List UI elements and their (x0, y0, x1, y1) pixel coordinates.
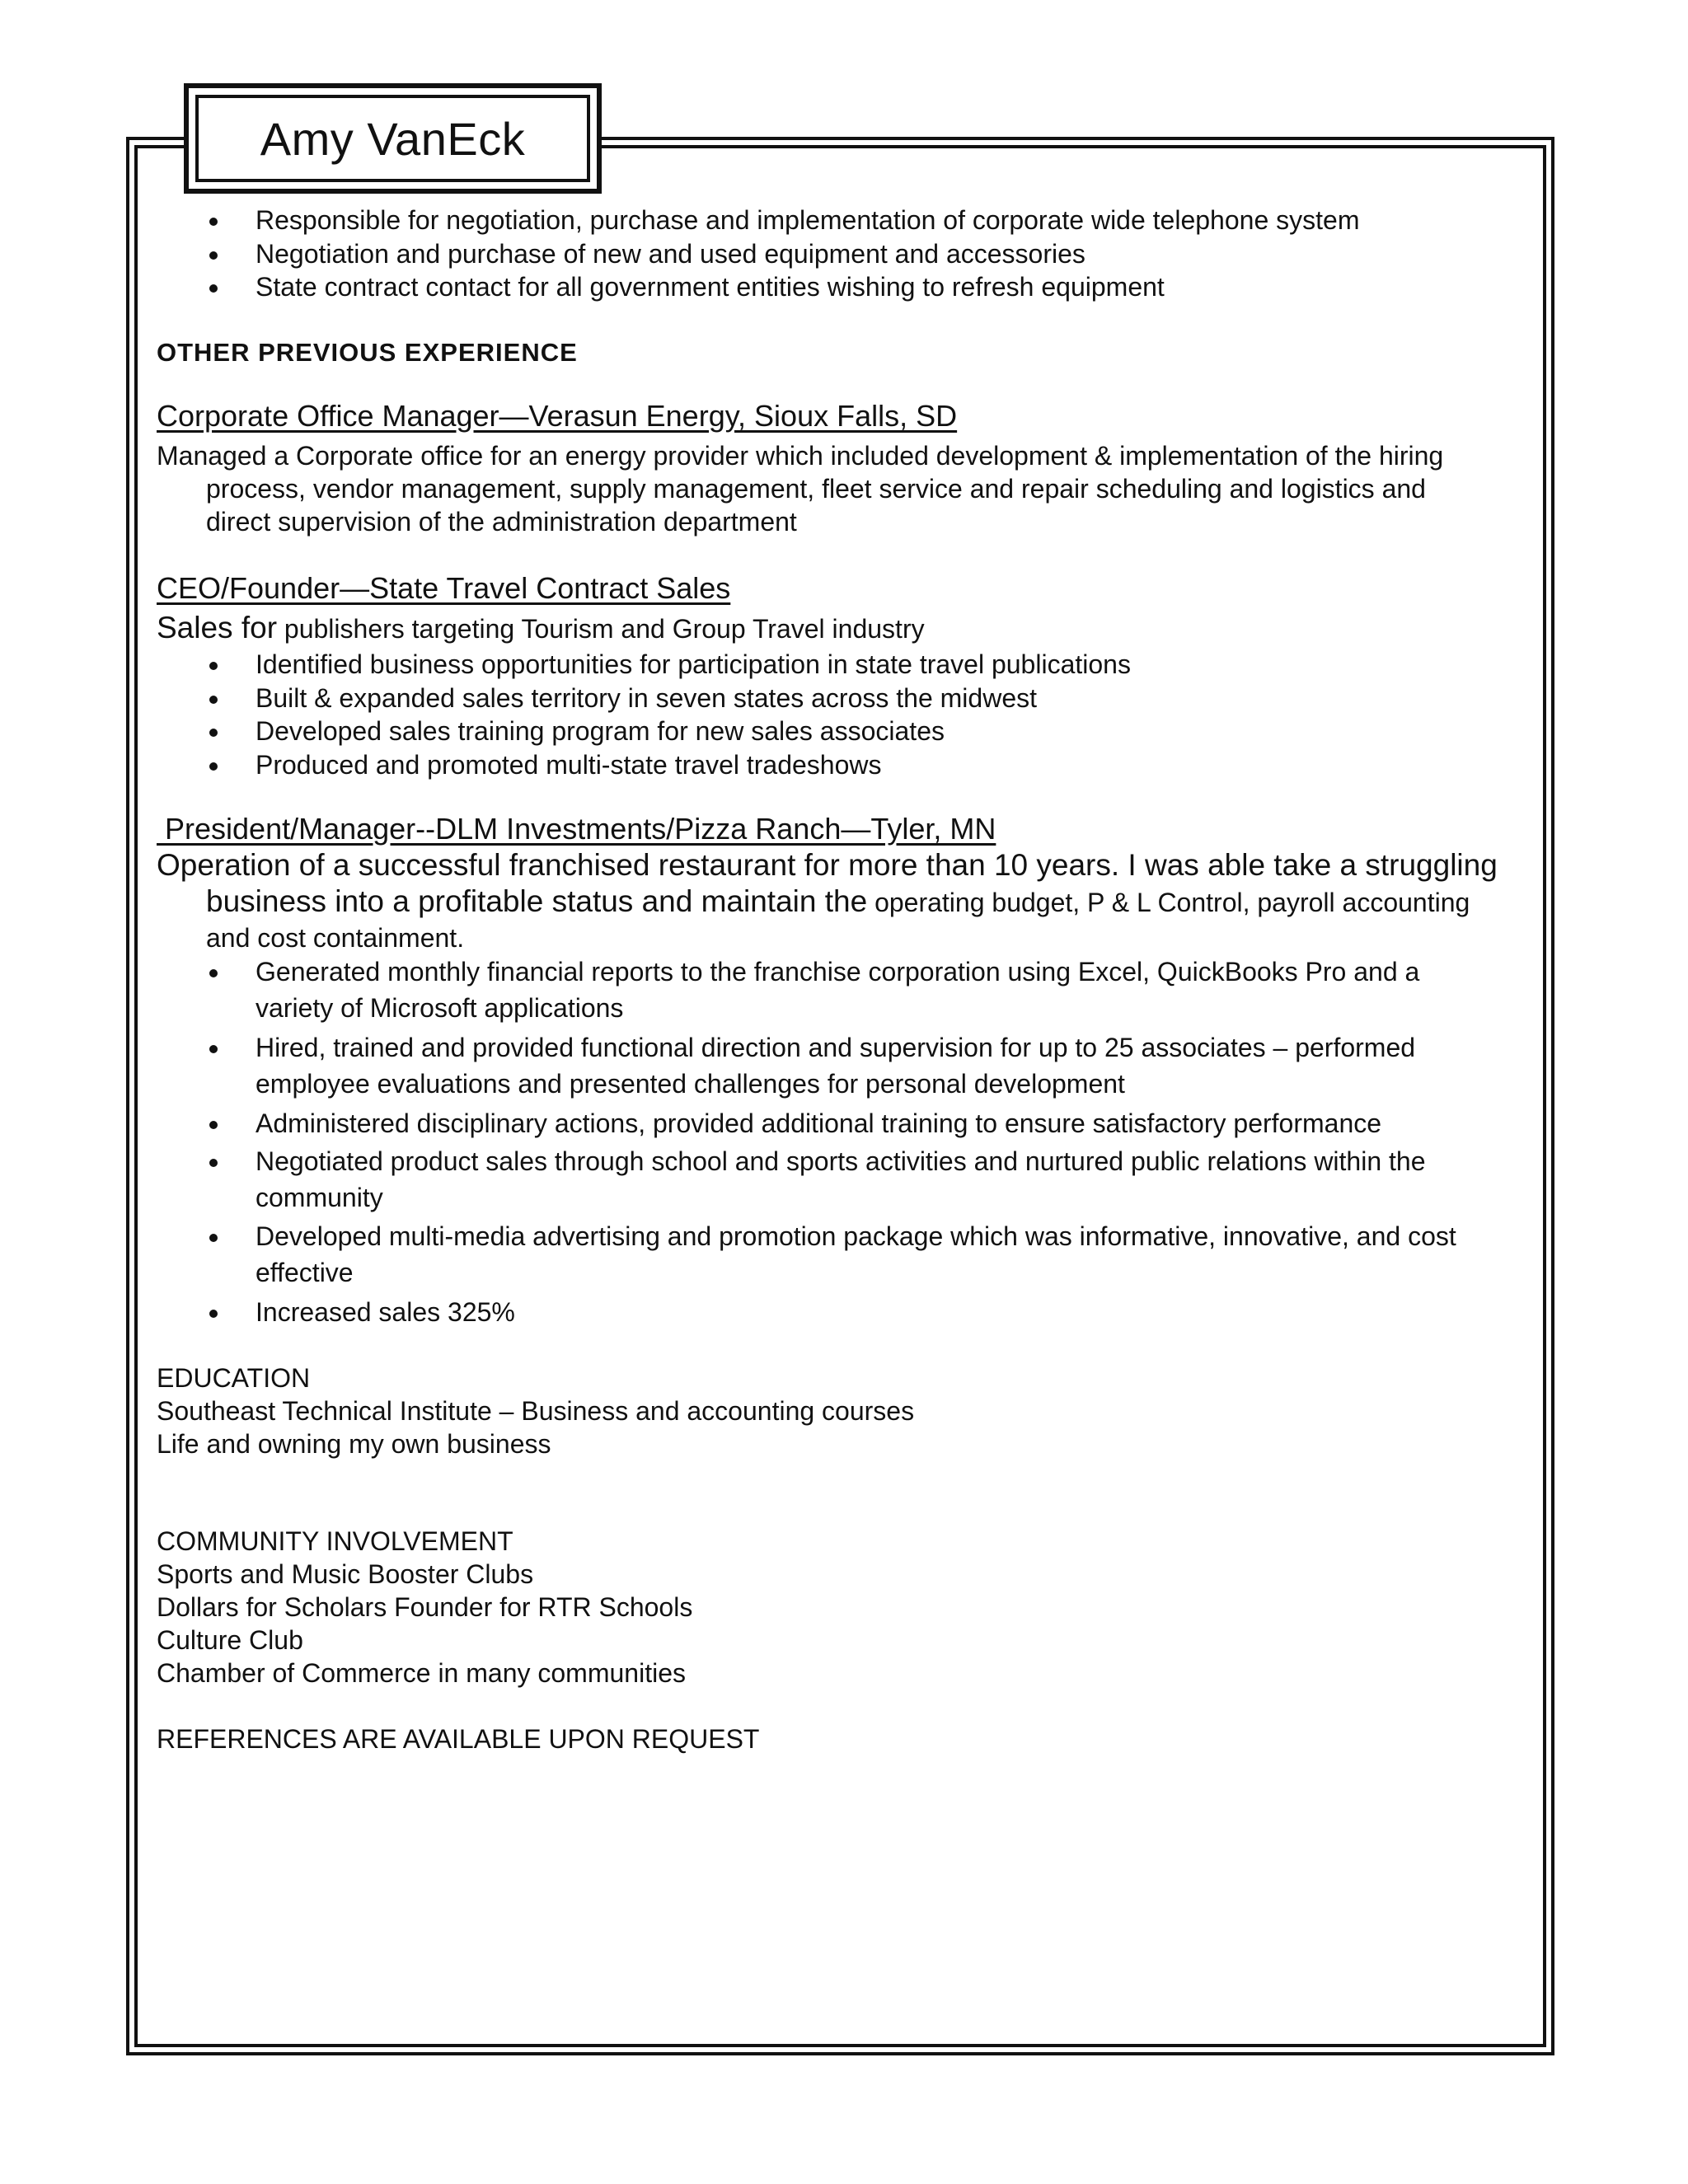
job3-title: President/Manager--DLM Investments/Pizza Ranch—Tyler, MN (157, 812, 996, 846)
education-line: Life and owning my own business (157, 1429, 551, 1459)
job2-bullet: Identified business opportunities for participation in state travel publications (256, 649, 1131, 679)
job2-intro-lead: Sales for (157, 611, 278, 644)
bullet-dot (209, 1159, 218, 1167)
job1-title: Corporate Office Manager—Verasun Energy, Sioux Falls, SD (157, 399, 958, 433)
job1-desc-line: direct supervision of the administration department (206, 507, 797, 537)
bullet-dot (209, 1234, 218, 1242)
job1-desc-line: Managed a Corporate office for an energy provider which included development & implementation of the hiring (157, 441, 1444, 471)
bullet-dot (209, 969, 218, 977)
bullet-dot (209, 1310, 218, 1318)
job3-bullet: Negotiated product sales through school and sports activities and nurtured public relations within the (256, 1146, 1426, 1176)
references-note: REFERENCES ARE AVAILABLE UPON REQUEST (157, 1724, 760, 1754)
job3-bullet-cont: effective (256, 1258, 354, 1287)
job3-desc-lead: business into a profitable status and maintain the (206, 884, 868, 918)
job2-bullet: Built & expanded sales territory in seven states across the midwest (256, 683, 1037, 713)
job3-bullet: Developed multi-media advertising and promotion package which was informative, innovative, and cost (256, 1221, 1456, 1251)
other-experience-heading: OTHER PREVIOUS EXPERIENCE (157, 338, 578, 367)
candidate-name: Amy VanEck (260, 112, 526, 165)
job2-intro-rest: publishers targeting Tourism and Group Travel industry (277, 614, 925, 644)
name-box (195, 95, 590, 182)
job1-desc-line: process, vendor management, supply management, fleet service and repair scheduling and logistics and (206, 474, 1426, 504)
bullet-dot (209, 218, 218, 226)
bullet-dot (209, 729, 218, 737)
top-bullet: Negotiation and purchase of new and used equipment and accessories (256, 239, 1085, 269)
bullet-dot (209, 762, 218, 771)
job3-desc-line: Operation of a successful franchised restaurant for more than 10 years. I was able take a struggling (157, 848, 1498, 882)
bullet-dot (209, 251, 218, 260)
bullet-dot (209, 696, 218, 704)
job3-bullet: Increased sales 325% (256, 1297, 515, 1327)
community-line: Culture Club (157, 1625, 303, 1655)
bullet-dot (209, 284, 218, 293)
community-line: Dollars for Scholars Founder for RTR Schools (157, 1592, 693, 1622)
job2-bullet: Produced and promoted multi-state travel tradeshows (256, 750, 882, 780)
bullet-dot (209, 1121, 218, 1129)
job3-bullet: Administered disciplinary actions, provided additional training to ensure satisfactory performance (256, 1108, 1382, 1138)
community-line: Sports and Music Booster Clubs (157, 1559, 534, 1589)
job3-desc-rest: operating budget, P & L Control, payroll accounting (867, 888, 1470, 917)
top-bullet: State contract contact for all government entities wishing to refresh equipment (256, 272, 1165, 302)
job2-intro (157, 612, 925, 645)
community-line: Chamber of Commerce in many communities (157, 1658, 686, 1688)
job3-bullet-cont: variety of Microsoft applications (256, 993, 624, 1023)
job3-desc-line: and cost containment. (206, 923, 465, 953)
community-heading: COMMUNITY INVOLVEMENT (157, 1526, 513, 1556)
job3-bullet-cont: community (256, 1183, 383, 1212)
job2-title: CEO/Founder—State Travel Contract Sales (157, 571, 731, 605)
education-heading: EDUCATION (157, 1363, 311, 1393)
job3-bullet: Generated monthly financial reports to the franchise corporation using Excel, QuickBooks Pro and a (256, 957, 1420, 987)
job2-bullet: Developed sales training program for new sales associates (256, 716, 945, 746)
job3-bullet: Hired, trained and provided functional direction and supervision for up to 25 associates – performed (256, 1033, 1416, 1062)
top-bullet: Responsible for negotiation, purchase and implementation of corporate wide telephone system (256, 205, 1360, 235)
job3-bullet-cont: employee evaluations and presented challenges for personal development (256, 1069, 1125, 1099)
bullet-dot (209, 1045, 218, 1053)
education-line: Southeast Technical Institute – Business and accounting courses (157, 1396, 915, 1426)
job3-desc-line2 (206, 885, 1470, 919)
bullet-dot (209, 662, 218, 670)
